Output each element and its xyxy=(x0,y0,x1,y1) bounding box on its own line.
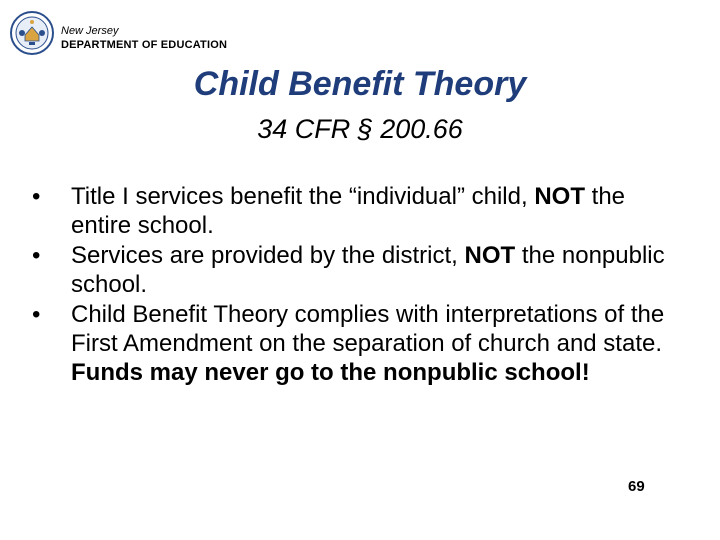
bullet-emphasis: Funds may never go to the nonpublic school! xyxy=(71,359,590,386)
org-department: DEPARTMENT OF EDUCATION xyxy=(61,39,228,51)
bullet-text: the entire school. xyxy=(71,183,626,239)
org-name xyxy=(61,24,227,52)
bullet-text: Title I services benefit the “individual” child, xyxy=(71,183,535,210)
bullet-list xyxy=(32,182,682,388)
bullet-icon: • xyxy=(32,242,41,269)
bullet-item-3 xyxy=(32,300,682,387)
bullet-emphasis: NOT xyxy=(464,242,516,269)
bullet-text: Child Benefit Theory complies with interpretations of the First Amendment on the separation of church and state. xyxy=(71,301,665,357)
bullet-emphasis: NOT xyxy=(534,183,585,210)
bullet-icon: • xyxy=(32,183,41,210)
nj-state-seal-icon xyxy=(10,11,54,55)
org-state: New Jersey xyxy=(61,25,119,37)
slide-title: Child Benefit Theory xyxy=(193,65,527,103)
bullet-icon: • xyxy=(32,301,41,328)
slide-subtitle: 34 CFR § 200.66 xyxy=(257,114,463,144)
bullet-item-1 xyxy=(32,182,682,240)
bullet-item-2 xyxy=(32,241,682,299)
bullet-text: Services are provided by the district, xyxy=(71,242,465,269)
bullet-text: the nonpublic school. xyxy=(71,242,665,298)
page-number: 69 xyxy=(628,478,645,495)
